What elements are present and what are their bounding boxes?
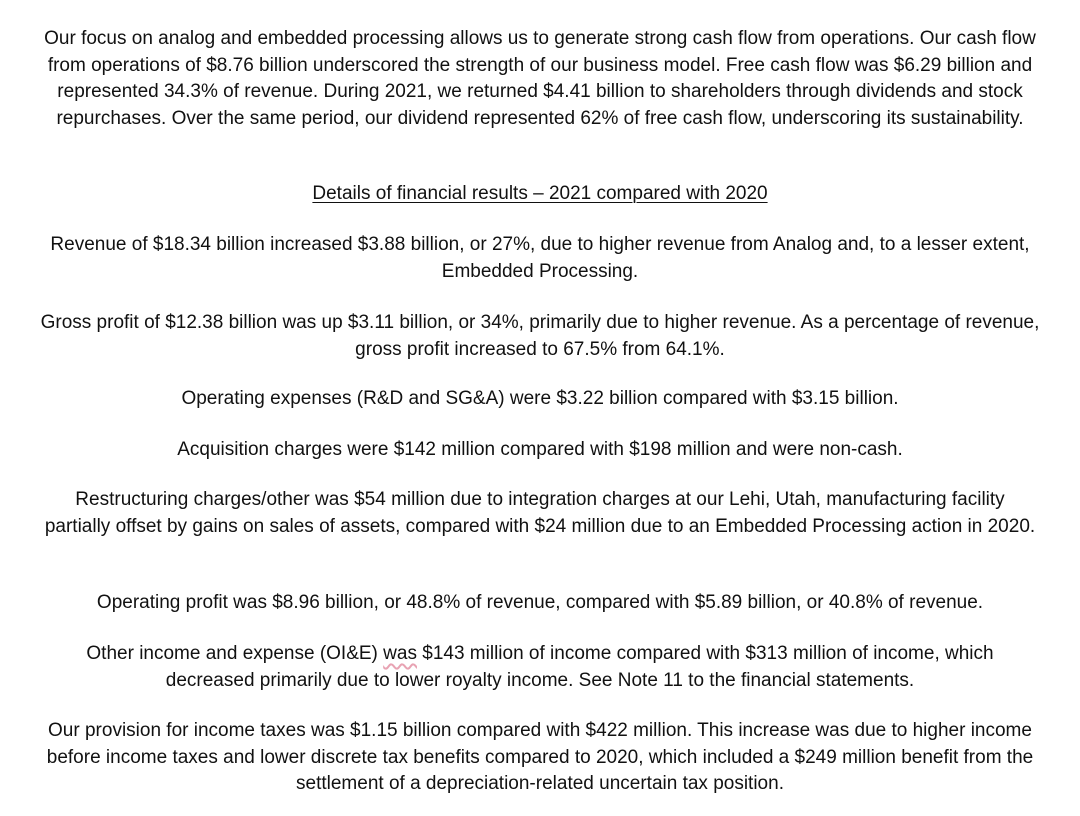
- operating-expenses-paragraph: Operating expenses (R&D and SG&A) were $3.22 billion compared with $3.15 billion.: [181, 388, 899, 409]
- acquisition-charges-paragraph: Acquisition charges were $142 million compared with $198 million and were non-cash.: [177, 439, 903, 460]
- oie-text-end: $143 million of income compared with $313 million of income, which decreased primarily due to lower royalty income. See Note 11 to the financial statements.: [165, 643, 994, 691]
- spellcheck-flagged-word[interactable]: was: [383, 643, 417, 664]
- section-heading: [40, 181, 1040, 208]
- revenue-paragraph: Revenue of $18.34 billion increased $3.88 billion, or 27%, due to higher revenue from Analog and, to a lesser extent, Embedded Processing.: [50, 234, 1030, 282]
- gross-profit-paragraph: Gross profit of $12.38 billion was up $3.11 billion, or 34%, primarily due to higher revenue. As a percentage of revenue, gross profit increased to 67.5% from 64.1%.: [40, 312, 1040, 360]
- restructuring-paragraph: Restructuring charges/other was $54 million due to integration charges at our Lehi, Utah, manufacturing facility partially offset by gains on sales of assets, compared with $24 million due to an Embedded Processing action in 2020.: [44, 489, 1036, 537]
- oie-text-start: Other income and expense (OI&E): [86, 643, 384, 664]
- income-taxes-paragraph: Our provision for income taxes was $1.15 billion compared with $422 million. This increase was due to higher income before income taxes and lower discrete tax benefits compared to 2020, which included a $249 million benefit from the settlement of a depreciation-related uncertain tax position.: [46, 720, 1034, 794]
- section-heading-text: Details of financial results – 2021 compared with 2020: [312, 183, 768, 204]
- oie-paragraph: [40, 641, 1040, 694]
- operating-profit-paragraph: Operating profit was $8.96 billion, or 48.8% of revenue, compared with $5.89 billion, or 40.8% of revenue.: [96, 592, 984, 613]
- intro-paragraph: Our focus on analog and embedded processing allows us to generate strong cash flow from operations. Our cash flow from operations of $8.76 billion underscored the strength of our business model. Free cash flow was $6.29 billion and represented 34.3% of revenue. During 2021, we returned $4.41 billion to shareholders through dividends and stock repurchases. Over the same period, our dividend represented 62% of free cash flow, underscoring its sustainability.: [44, 28, 1036, 129]
